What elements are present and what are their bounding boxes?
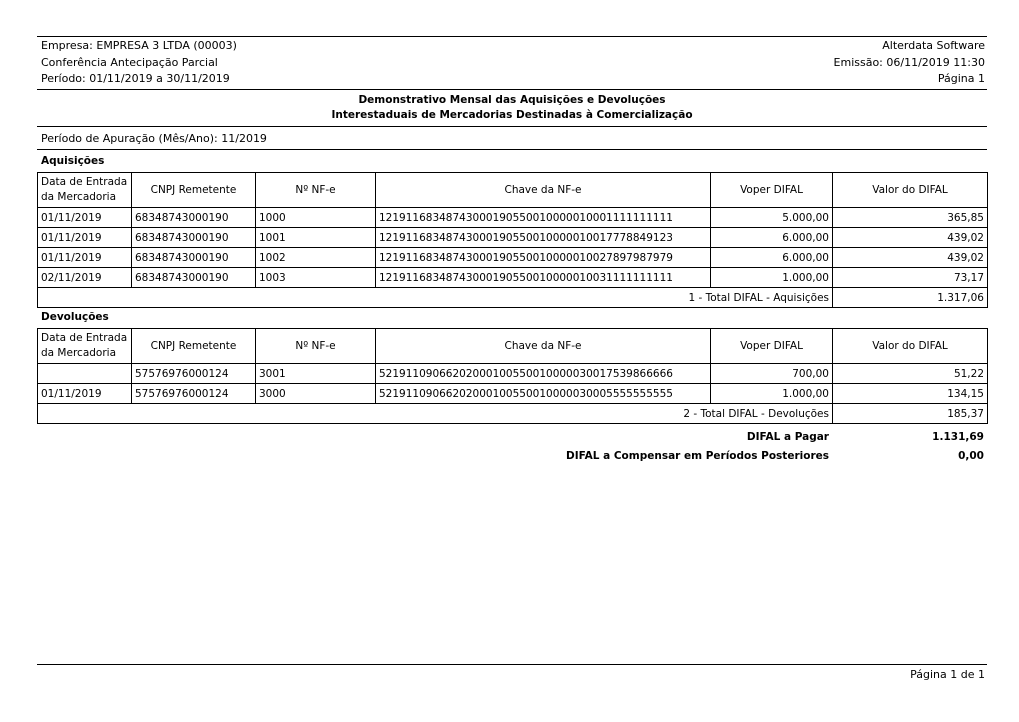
table-row [38,228,988,248]
col-nfe: Nº NF-e [256,329,376,364]
cell-data [38,364,132,384]
col-valor: Valor do DIFAL [833,173,988,208]
footer-page-count: Página 1 de 1 [910,668,985,681]
emission-date: Emissão: 06/11/2019 11:30 [833,55,985,69]
col-data-entrada: Data de Entrada da Mercadoria [38,173,132,208]
cell-chave: 12191168348743000190550010000010017778849123 [376,228,711,248]
difal-compensar-label: DIFAL a Compensar em Períodos Posteriores [566,450,829,462]
cell-nfe: 3000 [256,384,376,404]
cell-voper: 1.000,00 [711,384,833,404]
header-rule [37,89,987,90]
col-voper: Voper DIFAL [711,329,833,364]
cell-cnpj: 68348743000190 [132,268,256,288]
cell-valor: 439,02 [833,248,988,268]
cell-valor: 134,15 [833,384,988,404]
software-name: Alterdata Software [882,39,985,52]
cell-chave: 52191109066202000100550010000030017539866666 [376,364,711,384]
footer-rule [37,664,987,665]
cell-voper: 6.000,00 [711,248,833,268]
table-header-row [38,329,988,364]
difal-pagar-label: DIFAL a Pagar [746,431,829,443]
cell-cnpj: 68348743000190 [132,228,256,248]
cell-cnpj: 68348743000190 [132,208,256,228]
periodo-rule [37,149,987,150]
report-title [37,93,987,123]
report-name: Conferência Antecipação Parcial [41,55,218,69]
cell-valor: 73,17 [833,268,988,288]
difal-pagar-value: 1.131,69 [932,431,984,443]
col-data-entrada: Data de Entrada da Mercadoria [38,329,132,364]
col-cnpj: CNPJ Remetente [132,173,256,208]
total-devolucoes-label: 2 - Total DIFAL - Devoluções [38,404,833,424]
cell-nfe: 1001 [256,228,376,248]
cell-voper: 6.000,00 [711,228,833,248]
total-devolucoes-value: 185,37 [833,404,988,424]
cell-nfe: 1003 [256,268,376,288]
col-cnpj: CNPJ Remetente [132,329,256,364]
periodo-apuracao: Período de Apuração (Mês/Ano): 11/2019 [41,132,267,145]
col-valor: Valor do DIFAL [833,329,988,364]
cell-cnpj: 57576976000124 [132,384,256,404]
company-name: Empresa: EMPRESA 3 LTDA (00003) [41,39,237,52]
table-header-row [38,173,988,208]
table-row [38,384,988,404]
cell-data: 01/11/2019 [38,228,132,248]
cell-chave: 12191168348743000190550010000010001111111111 [376,208,711,228]
cell-cnpj: 68348743000190 [132,248,256,268]
cell-voper: 700,00 [711,364,833,384]
cell-nfe: 1000 [256,208,376,228]
cell-chave: 12191168348743000190550010000010027897987979 [376,248,711,268]
cell-data: 01/11/2019 [38,208,132,228]
table-row [38,364,988,384]
section-aquisicoes-label: Aquisições [41,155,105,167]
total-row-aquisicoes [38,288,988,308]
aquisicoes-table [37,172,988,308]
cell-voper: 5.000,00 [711,208,833,228]
report-header-left [41,38,237,88]
cell-voper: 1.000,00 [711,268,833,288]
cell-data: 01/11/2019 [38,384,132,404]
table-row [38,248,988,268]
cell-nfe: 1002 [256,248,376,268]
report-header-right [834,38,985,88]
cell-data: 02/11/2019 [38,268,132,288]
title-line-2: Interestaduais de Mercadorias Destinadas à Comercialização [331,109,693,121]
cell-chave: 12191168348743000190550010000010031111111111 [376,268,711,288]
table-row [38,268,988,288]
col-nfe: Nº NF-e [256,173,376,208]
cell-valor: 365,85 [833,208,988,228]
page-number: Página 1 [937,72,985,85]
col-voper: Voper DIFAL [711,173,833,208]
table-row [38,208,988,228]
total-row-devolucoes [38,404,988,424]
total-aquisicoes-value: 1.317,06 [833,288,988,308]
cell-cnpj: 57576976000124 [132,364,256,384]
devolucoes-table [37,328,988,424]
cell-valor: 51,22 [833,364,988,384]
col-chave: Chave da NF-e [376,329,711,364]
difal-compensar-value: 0,00 [958,450,984,462]
cell-data: 01/11/2019 [38,248,132,268]
cell-chave: 52191109066202000100550010000030005555555555 [376,384,711,404]
top-rule [37,36,987,37]
col-chave: Chave da NF-e [376,173,711,208]
title-rule [37,126,987,127]
section-devolucoes-label: Devoluções [41,311,109,323]
total-aquisicoes-label: 1 - Total DIFAL - Aquisições [38,288,833,308]
report-period: Período: 01/11/2019 a 30/11/2019 [41,72,230,85]
title-line-1: Demonstrativo Mensal das Aquisições e Devoluções [358,94,666,106]
cell-valor: 439,02 [833,228,988,248]
cell-nfe: 3001 [256,364,376,384]
